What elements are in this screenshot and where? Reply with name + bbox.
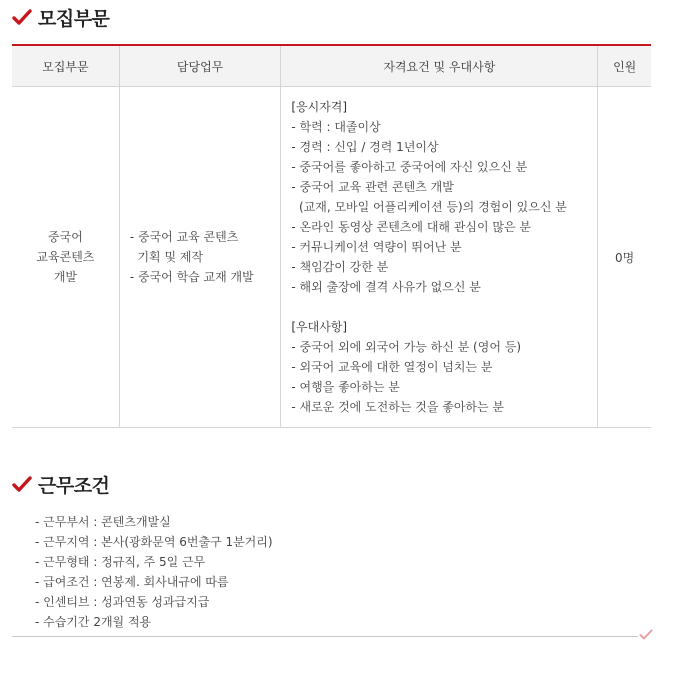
table-header-row: [12, 45, 651, 87]
conditions-section-header: [12, 471, 109, 498]
spacer: [291, 297, 597, 317]
condition-item: - 근무부서 : 콘텐츠개발실: [35, 515, 171, 529]
conditions-title: 근무조건: [38, 475, 110, 497]
duties-cell: [119, 87, 281, 428]
divider: [12, 636, 638, 637]
requirement-item: - 학력 : 대졸이상: [291, 120, 381, 134]
preference-item: - 새로운 것에 도전하는 것을 좋아하는 분: [291, 400, 505, 414]
table-row: [12, 87, 651, 428]
conditions-list: [35, 512, 273, 632]
condition-item: - 근무형태 : 정규직, 주 5일 근무: [35, 555, 206, 569]
recruitment-title: 모집부문: [38, 8, 110, 30]
department-line: 개발: [53, 270, 77, 284]
requirement-item: (교재, 모바일 어플리케이션 등)의 경험이 있으신 분: [291, 200, 567, 214]
condition-item: - 근무지역 : 본사(광화문역 6번출구 1분거리): [35, 535, 273, 549]
headcount-cell: 0명: [598, 87, 651, 428]
requirement-item: - 커뮤니케이션 역량이 뛰어난 분: [291, 240, 462, 254]
preference-item: - 여행을 좋아하는 분: [291, 380, 400, 394]
requirement-item: - 해외 출장에 결격 사유가 없으신 분: [291, 280, 481, 294]
check-icon: [12, 476, 32, 494]
department-line: 교육콘텐츠: [36, 250, 95, 264]
check-icon: [12, 9, 32, 27]
department-cell: [12, 87, 119, 428]
condition-item: - 인센티브 : 성과연동 성과급지급: [35, 595, 210, 609]
preference-item: - 외국어 교육에 대한 열정이 넘치는 분: [291, 360, 493, 374]
requirements-cell: [281, 87, 598, 428]
requirement-item: - 중국어 교육 관련 콘텐츠 개발: [291, 180, 454, 194]
recruitment-section-header: [12, 4, 109, 31]
header-headcount: 인원: [598, 45, 651, 87]
requirement-item: - 경력 : 신입 / 경력 1년이상: [291, 140, 439, 154]
duty-line: 기획 및 제작: [129, 250, 204, 264]
recruitment-table: [12, 44, 651, 428]
requirement-item: - 중국어를 좋아하고 중국어에 자신 있으신 분: [291, 160, 528, 174]
check-icon: [639, 629, 653, 641]
preference-item: - 중국어 외에 외국어 가능 하신 분 (영어 등): [291, 340, 522, 354]
requirement-item: - 온라인 동영상 콘텐츠에 대해 관심이 많은 분: [291, 220, 532, 234]
department-line: 중국어: [48, 230, 83, 244]
header-department: 모집부문: [12, 45, 119, 87]
requirement-item: - 책임감이 강한 분: [291, 260, 389, 274]
condition-item: - 급여조건 : 연봉제. 회사내규에 따름: [35, 575, 229, 589]
condition-item: - 수습기간 2개월 적용: [35, 615, 152, 629]
header-duties: 담당업무: [119, 45, 281, 87]
header-requirements: 자격요건 및 우대사항: [281, 45, 598, 87]
duty-line: - 중국어 학습 교재 개발: [129, 270, 254, 284]
duty-line: - 중국어 교육 콘텐츠: [129, 230, 239, 244]
requirements-title: [응시자격]: [291, 100, 348, 114]
preferences-title: [우대사항]: [291, 320, 348, 334]
